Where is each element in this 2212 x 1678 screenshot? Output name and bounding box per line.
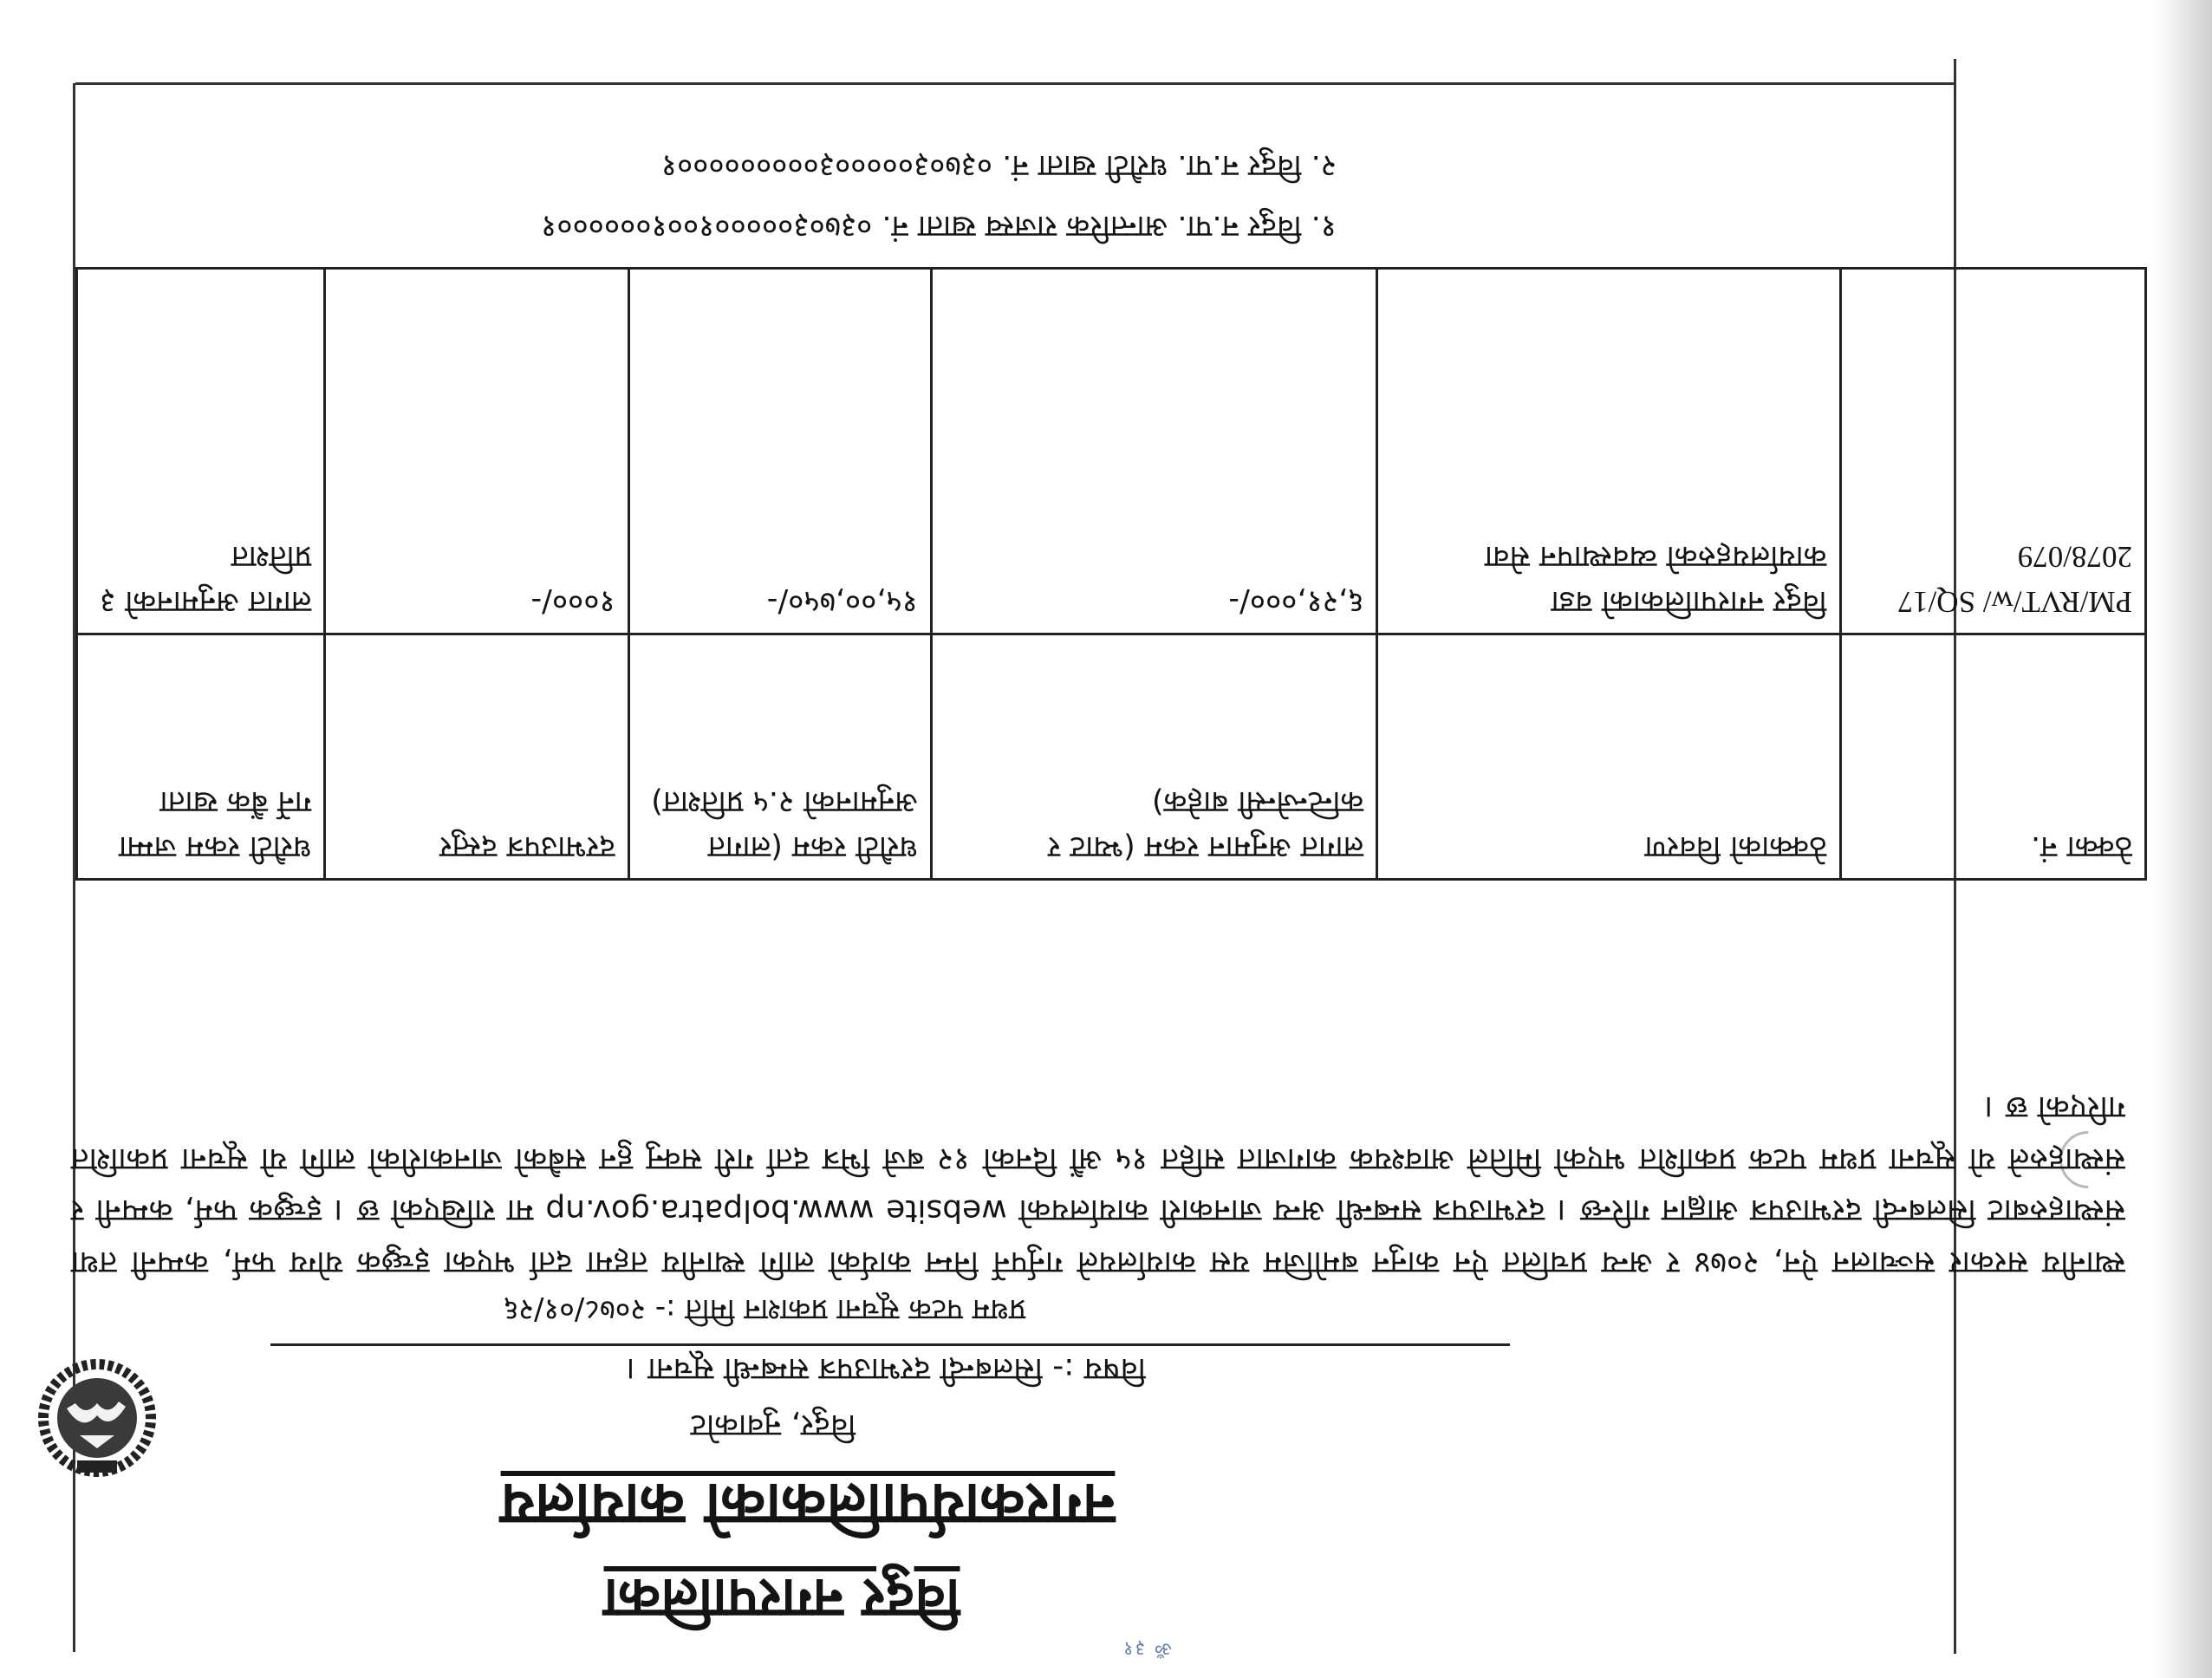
notice-paragraph: स्थानीय सरकार सञ्चालन ऐन, २०७४ र अन्य प्रचलित ऐन कानुन बमोजिम यस कार्यालयले गर्नुपर्ने निम्न कार्यको लागि स्थानीय तहमा दर्ता भएका इच्छुक योग्य फर्म, कम्पनी तथा संस्थाहरुबाट सिलबन्दी दरभाउपत्र आह्वान गरिन्छ । दरभाउपत्र सम्बन्धी अन्य जानकारी कार्यालयको website www.bolpatra.gov.np मा राखिएको छ । इच्छुक फर्म, कम्पनी र संस्थाहरुले यो सूचना प्रथम पटक प्रकाशित भएको मितिले आवश्यक कागजात सहित १५ औं दिनको १२ बजे भित्र दर्ता गरी सक्नु हुन सबैको जानकारीको लागि यो सूचना प्रकाशित गरिएको छ । (71, 1089, 2125, 1280)
tender-table (75, 267, 2147, 881)
subject-underline (270, 1343, 1510, 1346)
government-seal-icon (32, 1353, 162, 1483)
header-bank-account: धरौटी रकम जम्मा गर्ने बैंक खाता (77, 634, 325, 880)
table-row (77, 269, 2146, 634)
office-location: विदुर, नुवाकोट (690, 1408, 856, 1443)
publication-date: प्रथम पटक सूचना प्रकाशन मिति :- २०७८/०१/२६ (503, 1292, 1026, 1327)
cell-bank-account: लागत अनुमानको ३ प्रतिशत (77, 269, 325, 634)
header-contract-no: ठेक्का नं. (1840, 634, 2145, 880)
handwritten-mark: ॐ ३१ (1122, 1637, 1172, 1659)
frame-line-bottom (75, 82, 1956, 85)
page-edge-shadow (2151, 0, 2212, 1678)
bank-accounts (210, 135, 1337, 257)
header-estimate: लागत अनुमान रकम (भ्याट र कन्टिन्जेन्सी बाहेक) (931, 634, 1376, 880)
office-name: विदुर नगरपालिका (603, 1566, 960, 1630)
cell-fee: १०००/- (325, 269, 628, 634)
cell-description: विदुर नगरपालिकाको वडा कार्यालयहरुको व्यवस्थापन सेवा (1377, 269, 1840, 634)
notice-subject: विषय :- सिलबन्दी दरभाउपत्र सम्बन्धी सूचना । (626, 1351, 1146, 1387)
cell-estimate: ६,२१,०००/- (931, 269, 1376, 634)
cell-contract-no: PM/RVT/w/ SQ/17 2078/079 (1840, 269, 2145, 634)
office-title: नगरकार्यपालिकाको कार्यालय (500, 1470, 1116, 1538)
account-line: २. विदुर न.पा. धरौटी खाता नं. ०३७०३०००००३०००००००००१ (660, 148, 1337, 183)
header-description: ठेक्काको विवरण (1377, 634, 1840, 880)
cell-deposit: १५,००,७५०/- (628, 269, 931, 634)
table-header-row (77, 634, 2146, 880)
account-line: १. विदुर न.पा. आन्तरिक राजस्व खाता नं. ०३७०३०००००१००१००००००१ (541, 209, 1337, 244)
header-fee: दरभाउपत्र दस्तुर (325, 634, 628, 880)
header-deposit: धरौटी रकम (लागत अनुमानको २.५ प्रतिशत) (628, 634, 931, 880)
